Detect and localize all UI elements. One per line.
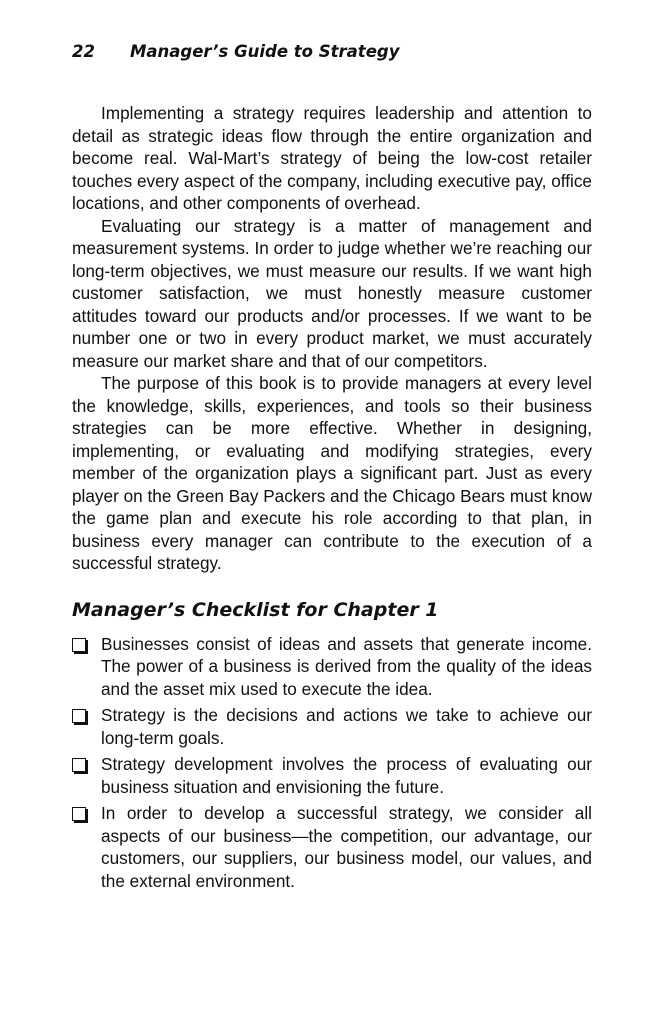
- checklist-heading: Manager’s Checklist for Chapter 1: [72, 598, 439, 621]
- checkbox-icon: [72, 709, 86, 723]
- page-number: 22: [72, 42, 95, 61]
- checklist-item: [72, 753, 592, 798]
- checklist-item-text: Businesses consist of ideas and assets that generate income. The power of a business is derived from the quality of the ideas and the asset mix used to execute the idea.: [101, 633, 592, 699]
- checklist-item: [72, 704, 592, 749]
- paragraph: Implementing a strategy requires leadership and attention to detail as strategic ideas flow through the entire organization and become real. Wal-Mart’s strategy of being the low-cost retailer touches every aspect of the company, including executive pay, office locations, and other components of overhead.: [72, 103, 592, 213]
- book-page: [72, 40, 592, 896]
- checklist: [72, 633, 592, 893]
- checkbox-icon: [72, 807, 86, 821]
- running-title: Manager’s Guide to Strategy: [130, 42, 400, 61]
- checklist-item-text: In order to develop a successful strategy, we consider all aspects of our business—the competition, our advantage, our customers, our suppliers, our business model, our values, and the external environment.: [101, 803, 592, 891]
- checklist-item: [72, 633, 592, 701]
- paragraph: Evaluating our strategy is a matter of management and measurement systems. In order to judge whether we’re reaching our long-term objectives, we must measure our results. If we want high customer satisfaction, we must honestly measure customer attitudes toward our products and/or processes. If we want to be number one or two in every product market, we must accurately measure our market share and that of our competitors.: [72, 215, 592, 371]
- checkbox-icon: [72, 638, 86, 652]
- running-header: [72, 40, 592, 64]
- checkbox-icon: [72, 758, 86, 772]
- checklist-item-text: Strategy is the decisions and actions we take to achieve our long-term goals.: [101, 705, 592, 748]
- checklist-item: [72, 802, 592, 892]
- checklist-item-text: Strategy development involves the process of evaluating our business situation and envisioning the future.: [101, 754, 592, 797]
- body-text: [72, 102, 592, 575]
- paragraph: The purpose of this book is to provide managers at every level the knowledge, skills, experiences, and tools so their business strategies can be more effective. Whether in designing, implementing, or evaluating and modifying strategies, every member of the organization plays a significant part. Just as every player on the Green Bay Packers and the Chicago Bears must know the game plan and execute his role according to that plan, in business every manager can contribute to the execution of a successful strategy.: [72, 373, 592, 573]
